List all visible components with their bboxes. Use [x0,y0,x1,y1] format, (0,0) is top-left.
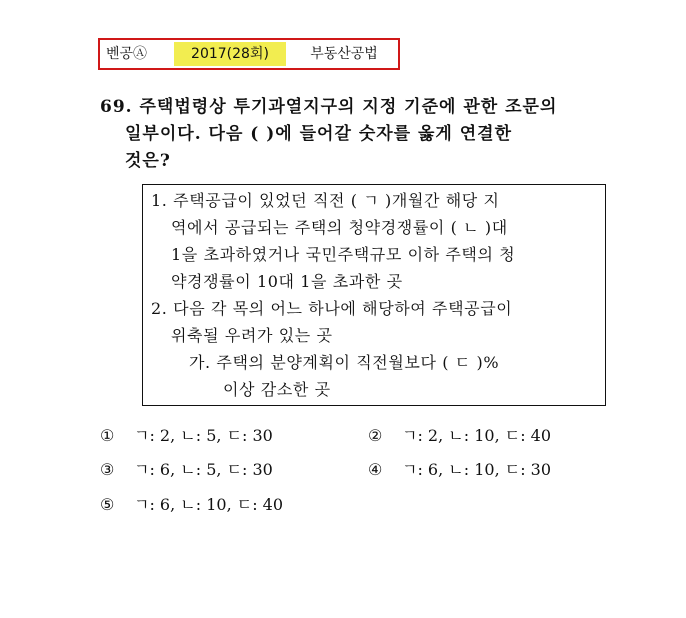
choice-number: ③ [100,460,115,479]
choice-number: ② [368,426,383,445]
box-line: 역에서 공급되는 주택의 청약경쟁률이 ( ㄴ )대 [171,218,508,237]
choice-2[interactable] [368,424,551,448]
question-number: 69. [100,97,133,117]
exam-year-tag: 2017(28회) [174,42,286,66]
choice-1[interactable] [100,424,273,448]
choice-text: ㄱ: 2, ㄴ: 10, ㄷ: 40 [402,426,552,445]
header-border-bottom [98,68,400,70]
choice-4[interactable] [368,458,551,482]
choice-number: ① [100,426,115,445]
choice-3[interactable] [100,458,273,482]
question-stem [100,94,620,175]
question-text-1: 주택법령상 투기과열지구의 지정 기준에 관한 조문의 [139,97,558,117]
header-border-left [98,38,100,70]
box-line: 2. 다음 각 목의 어느 하나에 해당하여 주택공급이 [151,299,513,318]
box-line: 이상 감소한 곳 [223,380,331,399]
question-line-1 [100,94,620,121]
choice-text: ㄱ: 6, ㄴ: 5, ㄷ: 30 [134,460,273,479]
question-line-2: 일부이다. 다음 ( )에 들어갈 숫자를 옳게 연결한 [125,124,513,144]
box-line: 가. 주택의 분양계획이 직전월보다 ( ㄷ )% [189,353,500,372]
choice-5[interactable] [100,493,283,517]
header-border-top [98,38,400,40]
choice-text: ㄱ: 6, ㄴ: 10, ㄷ: 40 [134,495,284,514]
choice-number: ⑤ [100,495,115,514]
choice-text: ㄱ: 6, ㄴ: 10, ㄷ: 30 [402,460,552,479]
box-line: 약경쟁률이 10대 1을 초과한 곳 [171,272,403,291]
statute-excerpt-box [142,184,606,406]
exam-subject-tag: 부동산공법 [310,46,378,62]
box-line: 1을 초과하였거나 국민주택규모 이하 주택의 청 [171,245,516,264]
exam-header [98,38,400,70]
question-line-3: 것은? [125,151,171,171]
choice-number: ④ [368,460,383,479]
choice-text: ㄱ: 2, ㄴ: 5, ㄷ: 30 [134,426,273,445]
box-line: 위축될 우려가 있는 곳 [171,326,333,345]
box-line: 1. 주택공급이 있었던 직전 ( ㄱ )개월간 해당 지 [151,191,500,210]
header-border-right [398,38,400,70]
exam-source-tag: 벤공Ⓐ [106,46,148,62]
